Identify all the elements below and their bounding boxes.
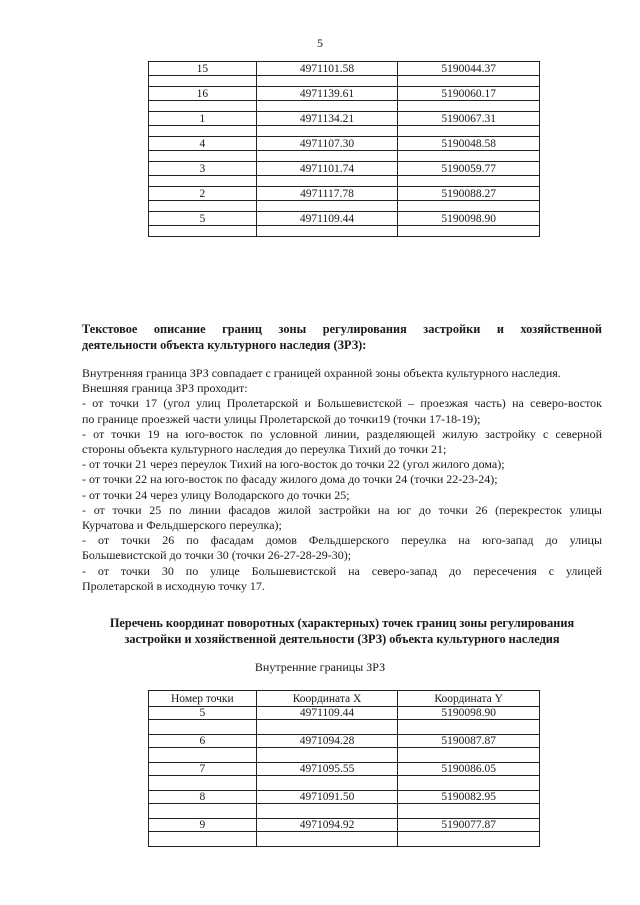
empty-cell [398,126,540,137]
empty-cell [256,76,398,87]
table-row [149,187,540,201]
empty-cell [149,226,257,237]
coordinate-y-cell: 5190088.27 [398,187,540,201]
inner-boundaries-subtitle: Внутренние границы ЗРЗ [254,660,386,674]
point-number-cell: 5 [149,212,257,226]
coordinate-y-cell: 5190098.90 [398,707,540,720]
coordinate-x-cell: 4971101.74 [256,162,398,176]
coordinate-x-cell: 4971101.58 [256,62,398,76]
coordinates-list-title-line-1: Перечень координат поворотных (характерных) точек границ зоны регулирования [109,616,575,630]
table-row [149,212,540,226]
coordinate-y-cell: 5190044.37 [398,62,540,76]
point-number-cell: 15 [149,62,257,76]
description-title [82,321,602,353]
table-row [149,763,540,776]
coordinates-list-title-line-2: застройки и хозяйственной деятельности (ЗРЗ) объекта культурного наследия [124,632,560,646]
table-spacer-row [149,748,540,763]
description-line: Внешняя граница ЗРЗ проходит: [82,381,248,396]
empty-cell [256,748,398,763]
coordinate-y-cell: 5190082.95 [398,791,540,804]
coordinates-list-title [82,615,602,647]
empty-cell [256,720,398,735]
table-row [149,791,540,804]
empty-cell [398,776,540,791]
empty-cell [149,748,257,763]
coordinate-y-cell: 5190060.17 [398,87,540,101]
table-row [149,112,540,126]
table-spacer-row [149,76,540,87]
empty-cell [398,101,540,112]
page-number: 5 [317,36,323,50]
header-point-number: Номер точки [149,691,257,707]
empty-cell [398,226,540,237]
empty-cell [149,126,257,137]
coordinate-y-cell: 5190067.31 [398,112,540,126]
empty-cell [256,832,398,847]
description-body [82,366,602,594]
empty-cell [149,720,257,735]
empty-cell [256,101,398,112]
table-row [149,735,540,748]
header-coordinate-x: Координата X [256,691,398,707]
coordinates-table-top [148,61,540,237]
point-number-cell: 16 [149,87,257,101]
description-line: - от точки 19 на юго-восток по условной линии, разделяющей жилую застройку с северной [82,426,602,441]
description-title-line-1: Текстовое описание границ зоны регулирования застройки и хозяйственной [82,322,602,336]
table-spacer-row [149,176,540,187]
description-line: - от точки 25 по линии фасадов жилой застройки на юг до точки 26 (перекресток улицы [82,502,602,517]
table-row [149,819,540,832]
coordinate-x-cell: 4971117.78 [256,187,398,201]
empty-cell [149,832,257,847]
empty-cell [398,201,540,212]
table-spacer-row [149,201,540,212]
empty-cell [149,804,257,819]
table-row [149,137,540,151]
description-line: по границе проезжей части улицы Пролетарской до точки19 (точки 17-18-19); [82,411,481,426]
description-line: - от точки 30 по улице Большевистской на северо-запад до пересечения с улицей [82,563,602,578]
coordinate-x-cell: 4971139.61 [256,87,398,101]
coordinate-y-cell: 5190098.90 [398,212,540,226]
empty-cell [149,151,257,162]
table-row [149,87,540,101]
table-spacer-row [149,804,540,819]
point-number-cell: 5 [149,707,257,720]
description-line: Внутренняя граница ЗРЗ совпадает с границей охранной зоны объекта культурного наследия. [82,366,561,380]
description-title-line-2: деятельности объекта культурного наследия (ЗРЗ): [82,338,367,352]
table-spacer-row [149,151,540,162]
coordinate-x-cell: 4971109.44 [256,707,398,720]
table-spacer-row [149,776,540,791]
empty-cell [149,76,257,87]
table-spacer-row [149,720,540,735]
empty-cell [398,151,540,162]
header-coordinate-y: Координата Y [398,691,540,707]
empty-cell [256,176,398,187]
table-spacer-row [149,101,540,112]
table-spacer-row [149,226,540,237]
point-number-cell: 3 [149,162,257,176]
coordinate-y-cell: 5190087.87 [398,735,540,748]
coordinate-y-cell: 5190048.58 [398,137,540,151]
coordinate-x-cell: 4971107.30 [256,137,398,151]
empty-cell [256,804,398,819]
table-spacer-row [149,126,540,137]
empty-cell [149,776,257,791]
point-number-cell: 4 [149,137,257,151]
point-number-cell: 2 [149,187,257,201]
empty-cell [398,832,540,847]
description-line: - от точки 21 через переулок Тихий на юго-восток до точки 22 (угол жилого дома); [82,457,505,472]
empty-cell [398,720,540,735]
empty-cell [256,226,398,237]
point-number-cell: 9 [149,819,257,832]
point-number-cell: 7 [149,763,257,776]
empty-cell [398,76,540,87]
coordinates-table-inner [148,690,540,847]
coordinate-x-cell: 4971134.21 [256,112,398,126]
description-line: - от точки 22 на юго-восток по фасаду жилого дома до точки 24 (точки 22-23-24); [82,472,498,487]
empty-cell [398,804,540,819]
description-line: стороны объекта культурного наследия до переулка Тихий до точки 21; [82,442,447,457]
description-line: Пролетарской в исходную точку 17. [82,578,265,593]
table-row [149,62,540,76]
point-number-cell: 8 [149,791,257,804]
table-spacer-row [149,832,540,847]
empty-cell [149,101,257,112]
table-row [149,162,540,176]
point-number-cell: 6 [149,735,257,748]
description-line: - от точки 26 по фасадам домов Фельдшерского переулка на юго-запад до улицы [82,533,602,548]
coordinate-y-cell: 5190086.05 [398,763,540,776]
coordinate-x-cell: 4971094.92 [256,819,398,832]
coordinate-x-cell: 4971109.44 [256,212,398,226]
description-line: - от точки 17 (угол улиц Пролетарской и Большевистской – проезжая часть) на северо-восток [82,396,602,411]
empty-cell [256,126,398,137]
coordinate-x-cell: 4971091.50 [256,791,398,804]
empty-cell [149,176,257,187]
empty-cell [398,748,540,763]
empty-cell [398,176,540,187]
coordinate-x-cell: 4971095.55 [256,763,398,776]
table-header-row [149,691,540,707]
coordinate-y-cell: 5190059.77 [398,162,540,176]
empty-cell [256,151,398,162]
empty-cell [256,776,398,791]
description-line: Большевистской до точки 30 (точки 26-27-28-29-30); [82,548,352,563]
description-line: - от точки 24 через улицу Володарского до точки 25; [82,487,350,502]
coordinate-y-cell: 5190077.87 [398,819,540,832]
coordinate-x-cell: 4971094.28 [256,735,398,748]
table-row [149,707,540,720]
description-line: Курчатова и Фельдшерского переулка); [82,518,282,533]
point-number-cell: 1 [149,112,257,126]
empty-cell [149,201,257,212]
empty-cell [256,201,398,212]
